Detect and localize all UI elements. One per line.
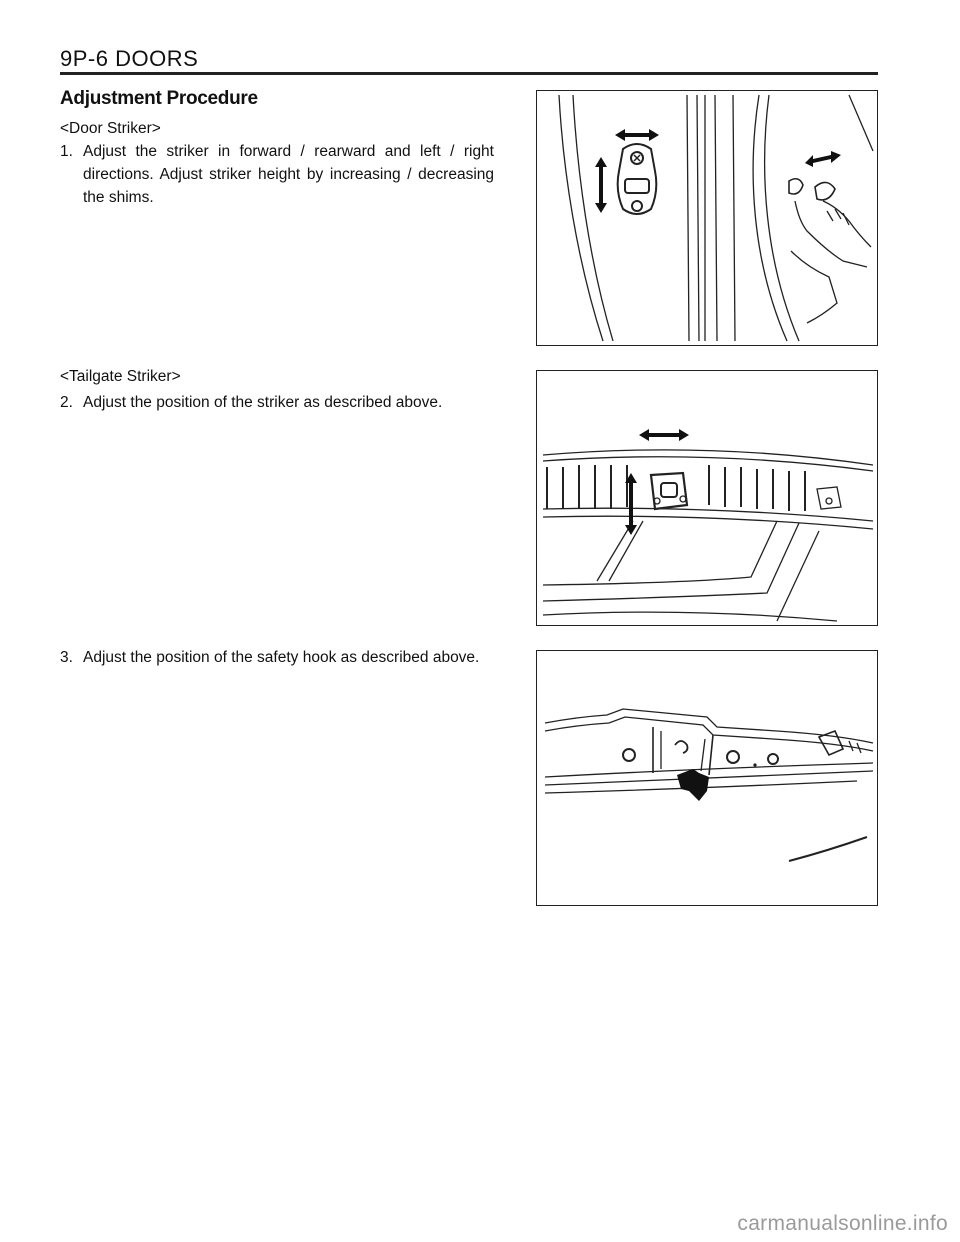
safety-hook-illustration bbox=[536, 650, 878, 906]
tailgate-striker-illustration bbox=[536, 370, 878, 626]
step-1 bbox=[60, 140, 494, 209]
step-3 bbox=[60, 646, 494, 669]
adjust-arrows bbox=[595, 129, 841, 213]
page-header-section: 9P-6 DOORS bbox=[60, 46, 199, 71]
page-title: Adjustment Procedure bbox=[60, 88, 258, 109]
step-3-number: 3. bbox=[60, 649, 73, 666]
step-3-text: Adjust the position of the safety hook as described above. bbox=[83, 649, 480, 666]
step-2-number: 2. bbox=[60, 394, 73, 411]
step-1-text: Adjust the striker in forward / rearward and left / right directions. Adjust striker height by increasing / decreasing the shims. bbox=[83, 143, 494, 206]
watermark: carmanualsonline.info bbox=[737, 1212, 948, 1235]
striker-plate bbox=[618, 144, 657, 214]
step-1-number: 1. bbox=[60, 143, 73, 160]
door-striker-subtitle: <Door Striker> bbox=[60, 120, 161, 137]
adjust-arrows bbox=[625, 429, 689, 535]
tailgate-striker-subtitle: <Tailgate Striker> bbox=[60, 368, 181, 385]
safety-hook bbox=[677, 769, 709, 801]
door-striker-illustration bbox=[536, 90, 878, 346]
step-2 bbox=[60, 391, 494, 414]
step-2-text: Adjust the position of the striker as described above. bbox=[83, 394, 443, 411]
tailgate-striker bbox=[651, 473, 687, 509]
header-rule bbox=[60, 72, 878, 75]
